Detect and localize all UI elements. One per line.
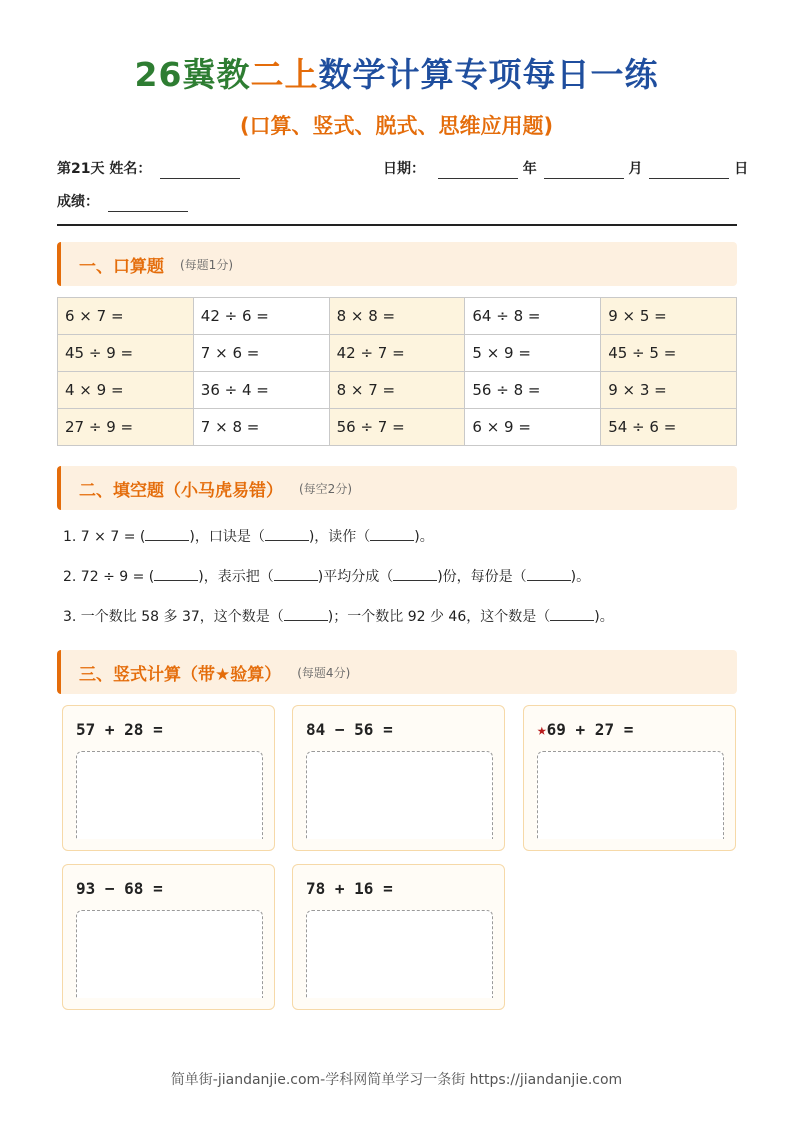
title-part-grade: 26冀教 bbox=[134, 55, 251, 94]
day-blank[interactable] bbox=[649, 164, 729, 179]
oral-problem: 36 ÷ 4 = bbox=[193, 372, 329, 409]
answer-blank[interactable] bbox=[550, 607, 594, 621]
section-oral-note: (每题1分) bbox=[180, 257, 233, 272]
calc-problem: 57 + 28 = bbox=[76, 720, 163, 739]
page-footer: 简单街-jiandanjie.com-学科网简单学习一条街 https://jiandanjie.com bbox=[170, 1072, 623, 1088]
question-text: )；一个数比 92 少 46，这个数是（ bbox=[327, 609, 551, 625]
vertical-calc-card bbox=[62, 864, 275, 1010]
title-part-term: 二上 bbox=[250, 55, 319, 94]
oral-problem: 5 × 9 = bbox=[465, 335, 601, 372]
question-text: )。 bbox=[594, 609, 614, 625]
oral-problem: 45 ÷ 9 = bbox=[58, 335, 194, 372]
question-text: )，口诀是（ bbox=[189, 529, 265, 545]
oral-problem: 9 × 5 = bbox=[601, 298, 737, 335]
oral-problem: 8 × 8 = bbox=[329, 298, 465, 335]
date-field-row bbox=[383, 159, 748, 179]
answer-blank[interactable] bbox=[527, 567, 571, 581]
question-text: )平均分成（ bbox=[317, 569, 394, 585]
table-row bbox=[58, 409, 737, 446]
question-text: )，读作（ bbox=[308, 529, 371, 545]
question-text: 1. 7 × 7 = ( bbox=[63, 529, 146, 545]
oral-problem: 56 ÷ 7 = bbox=[329, 409, 465, 446]
table-row bbox=[58, 372, 737, 409]
name-label: 第21天 姓名： bbox=[57, 161, 152, 177]
page-subtitle: (口算、竖式、脱式、思维应用题) bbox=[239, 114, 554, 138]
calc-problem: 84 − 56 = bbox=[306, 720, 393, 739]
oral-problem: 56 ÷ 8 = bbox=[465, 372, 601, 409]
answer-blank[interactable] bbox=[154, 567, 198, 581]
table-row bbox=[58, 298, 737, 335]
section-fill-header bbox=[57, 466, 737, 510]
title-part-topic: 计算专项每日一练 bbox=[386, 55, 659, 94]
oral-problem: 6 × 7 = bbox=[58, 298, 194, 335]
section-vertical-header bbox=[57, 650, 737, 694]
oral-problem: 54 ÷ 6 = bbox=[601, 409, 737, 446]
score-label: 成绩： bbox=[57, 194, 99, 210]
answer-blank[interactable] bbox=[265, 527, 309, 541]
question-text: 3. 一个数比 58 多 37，这个数是（ bbox=[63, 609, 284, 625]
oral-problem: 42 ÷ 7 = bbox=[329, 335, 465, 372]
answer-blank[interactable] bbox=[393, 567, 437, 581]
work-area[interactable] bbox=[76, 751, 263, 839]
section-fill-title: 二、填空题（小马虎易错） bbox=[79, 480, 283, 501]
vertical-calc-card bbox=[62, 705, 275, 851]
year-label: 年 bbox=[522, 161, 537, 177]
question-text: )。 bbox=[570, 569, 591, 585]
work-area[interactable] bbox=[306, 910, 493, 998]
calc-problem: 69 + 27 = bbox=[546, 720, 634, 739]
oral-problem: 6 × 9 = bbox=[465, 409, 601, 446]
name-blank[interactable] bbox=[160, 164, 240, 179]
vertical-calc-card bbox=[292, 705, 505, 851]
work-area[interactable] bbox=[76, 910, 263, 998]
header-divider bbox=[57, 224, 737, 226]
date-label: 日期： bbox=[383, 161, 425, 177]
oral-problem: 7 × 8 = bbox=[193, 409, 329, 446]
day-label: 日 bbox=[734, 161, 749, 177]
score-field-row bbox=[57, 192, 188, 212]
star-icon: ★ bbox=[537, 720, 547, 739]
month-label: 月 bbox=[628, 161, 643, 177]
oral-problem: 45 ÷ 5 = bbox=[601, 335, 737, 372]
title-part-subject: 数学 bbox=[318, 55, 387, 94]
section-vertical-title: 三、竖式计算（带★验算） bbox=[79, 664, 282, 685]
fill-question-2 bbox=[63, 567, 590, 587]
score-blank[interactable] bbox=[108, 197, 188, 212]
section-oral-title: 一、口算题 bbox=[79, 256, 164, 277]
question-text: 2. 72 ÷ 9 = ( bbox=[63, 569, 155, 585]
year-blank[interactable] bbox=[438, 164, 518, 179]
oral-problem: 7 × 6 = bbox=[193, 335, 329, 372]
vertical-calc-card bbox=[292, 864, 505, 1010]
oral-problem: 8 × 7 = bbox=[329, 372, 465, 409]
calc-problem: 78 + 16 = bbox=[306, 879, 393, 898]
oral-problem: 42 ÷ 6 = bbox=[193, 298, 329, 335]
work-area[interactable] bbox=[537, 751, 724, 839]
question-text: )。 bbox=[414, 529, 434, 545]
calc-problem-with-star bbox=[537, 720, 633, 739]
oral-problems-table bbox=[57, 297, 737, 446]
answer-blank[interactable] bbox=[274, 567, 318, 581]
page-title bbox=[0, 50, 793, 100]
answer-blank[interactable] bbox=[145, 527, 189, 541]
calc-problem: 93 − 68 = bbox=[76, 879, 163, 898]
answer-blank[interactable] bbox=[370, 527, 414, 541]
vertical-calc-card-checked bbox=[523, 705, 736, 851]
name-field-row bbox=[57, 159, 240, 179]
fill-question-1 bbox=[63, 527, 434, 547]
section-fill-note: (每空2分) bbox=[299, 481, 352, 496]
section-vertical-note: (每题4分) bbox=[297, 665, 351, 680]
oral-problem: 4 × 9 = bbox=[58, 372, 194, 409]
table-row bbox=[58, 335, 737, 372]
work-area[interactable] bbox=[306, 751, 493, 839]
oral-problem: 64 ÷ 8 = bbox=[465, 298, 601, 335]
fill-question-3 bbox=[63, 607, 614, 627]
month-blank[interactable] bbox=[544, 164, 624, 179]
section-oral-header bbox=[57, 242, 737, 286]
oral-problem: 9 × 3 = bbox=[601, 372, 737, 409]
question-text: )，表示把（ bbox=[198, 569, 274, 585]
answer-blank[interactable] bbox=[284, 607, 328, 621]
question-text: )份，每份是（ bbox=[437, 569, 527, 585]
oral-problem: 27 ÷ 9 = bbox=[58, 409, 194, 446]
